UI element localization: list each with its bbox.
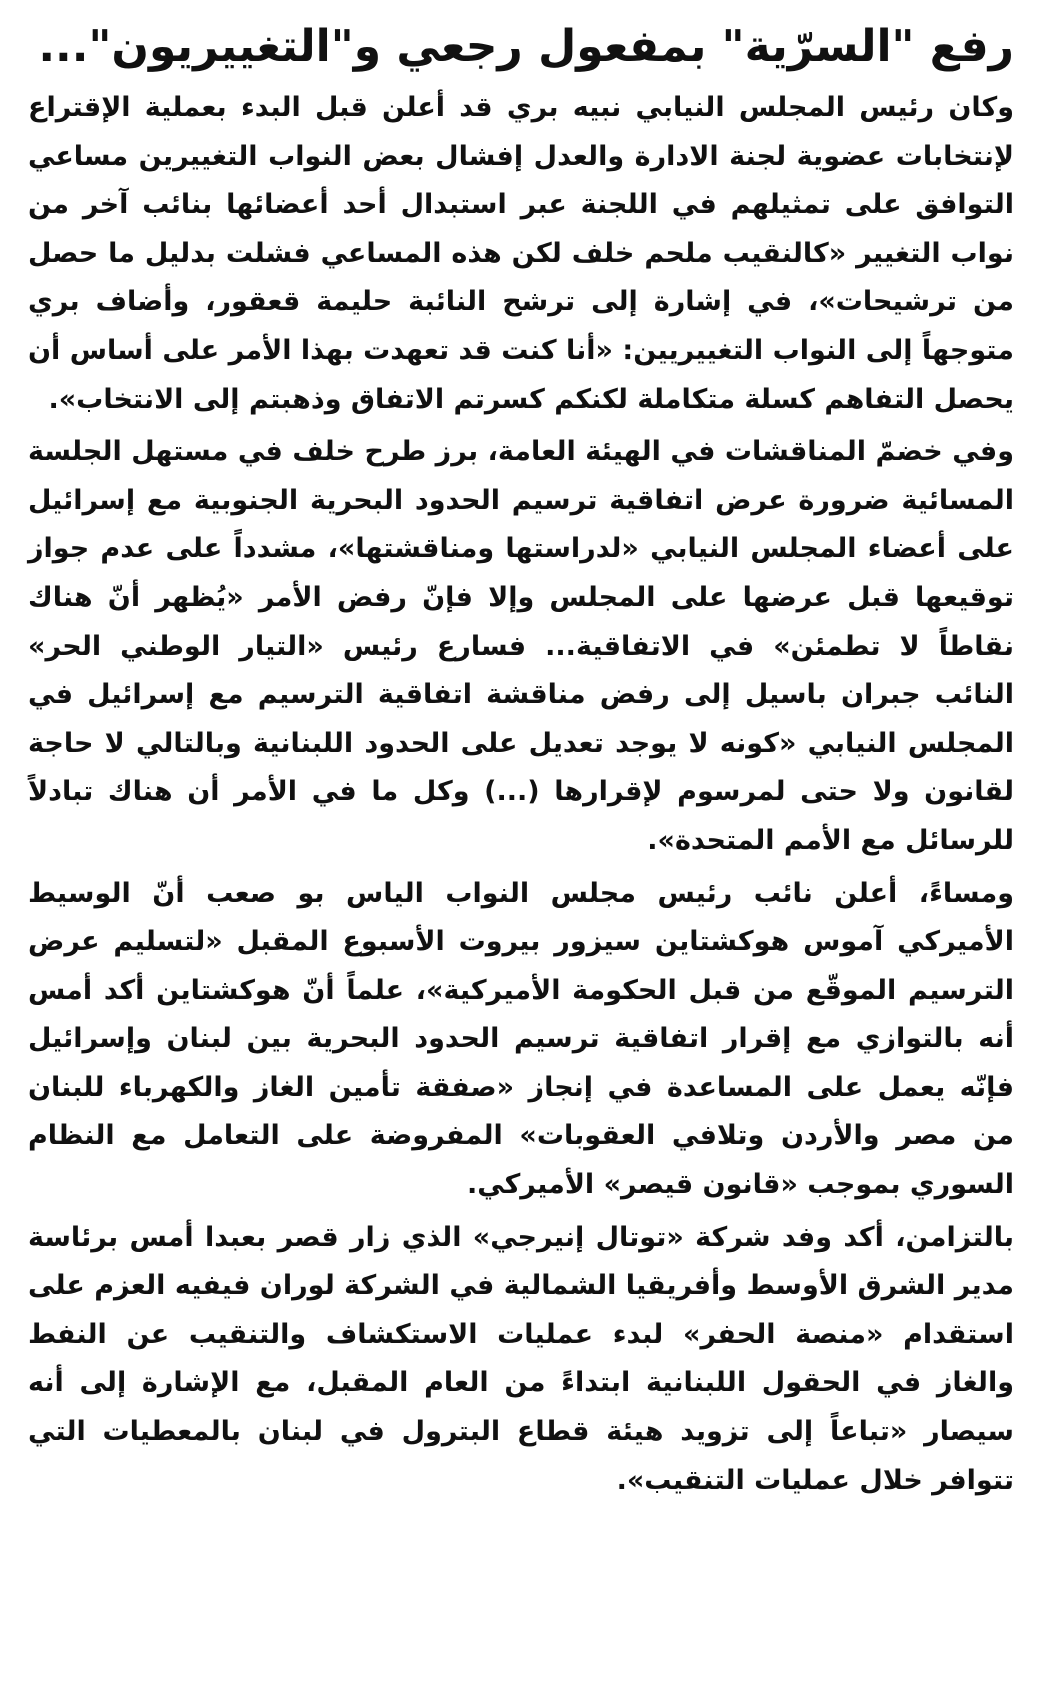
article-paragraph-4: بالتزامن، أكد وفد شركة «توتال إنيرجي» الذي زار قصر بعبدا أمس برئاسة مدير الشرق الأوسط وأفريقيا الشمالية في الشركة لوران فيفيه العزم على استقدام «منصة الحفر» لبدء عمليات الاستكشاف والتنقيب عن النفط والغاز في الحقول اللبنانية ابتداءً من العام المقبل، مع الإشارة إلى أنه سيصار «تباعاً إلى تزويد هيئة قطاع البترول في لبنان بالمعطيات التي تتوافر خلال عمليات التنقيب». <box>28 1221 1014 1496</box>
article-body <box>28 84 1014 1505</box>
article-paragraph-1: وكان رئيس المجلس النيابي نبيه بري قد أعلن قبل البدء بعملية الإقتراع لإنتخابات عضوية لجنة الادارة والعدل إفشال بعض النواب التغييرين مساعي التوافق على تمثيلهم في اللجنة عبر استبدال أحد أعضائها بنائب آخر من نواب التغيير «كالنقيب ملحم خلف لكن هذه المساعي فشلت بدليل ما حصل من ترشيحات»، في إشارة إلى ترشح النائبة حليمة قعقور، وأضاف بري متوجهاً إلى النواب التغييريين: «أنا كنت قد تعهدت بهذا الأمر على أساس أن يحصل التفاهم كسلة متكاملة لكنكم كسرتم الاتفاق وذهبتم إلى الانتخاب». <box>28 92 1014 415</box>
article-headline: رفع "السرّية" بمفعول رجعي و"التغييريون"... <box>38 21 1014 72</box>
article-paragraph-2: وفي خضمّ المناقشات في الهيئة العامة، برز طرح خلف في مستهل الجلسة المسائية ضرورة عرض اتفاقية ترسيم الحدود البحرية الجنوبية مع إسرائيل على أعضاء المجلس النيابي «لدراستها ومناقشتها»، مشدداً على عدم جواز توقيعها قبل عرضها على المجلس وإلا فإنّ رفض الأمر «يُظهر أنّ هناك نقاطاً لا تطمئن» في الاتفاقية... فسارع رئيس «التيار الوطني الحر» النائب جبران باسيل إلى رفض مناقشة اتفاقية الترسيم مع إسرائيل في المجلس النيابي «كونه لا يوجد تعديل على الحدود اللبنانية وبالتالي لا حاجة لقانون ولا حتى لمرسوم لإقرارها (...) وكل ما في الأمر أن هناك تبادلاً للرسائل مع الأمم المتحدة». <box>28 436 1014 856</box>
article-paragraph-3: ومساءً، أعلن نائب رئيس مجلس النواب الياس بو صعب أنّ الوسيط الأميركي آموس هوكشتاين سيزور بيروت الأسبوع المقبل «لتسليم عرض الترسيم الموقّع من قبل الحكومة الأميركية»، علماً أنّ هوكشتاين أكد أمس أنه بالتوازي مع إقرار اتفاقية ترسيم الحدود البحرية بين لبنان وإسرائيل فإنّه يعمل على المساعدة في إنجاز «صفقة تأمين الغاز والكهرباء للبنان من مصر والأردن وتلافي العقوبات» المفروضة على التعامل مع النظام السوري بموجب «قانون قيصر» الأميركي. <box>28 877 1014 1201</box>
